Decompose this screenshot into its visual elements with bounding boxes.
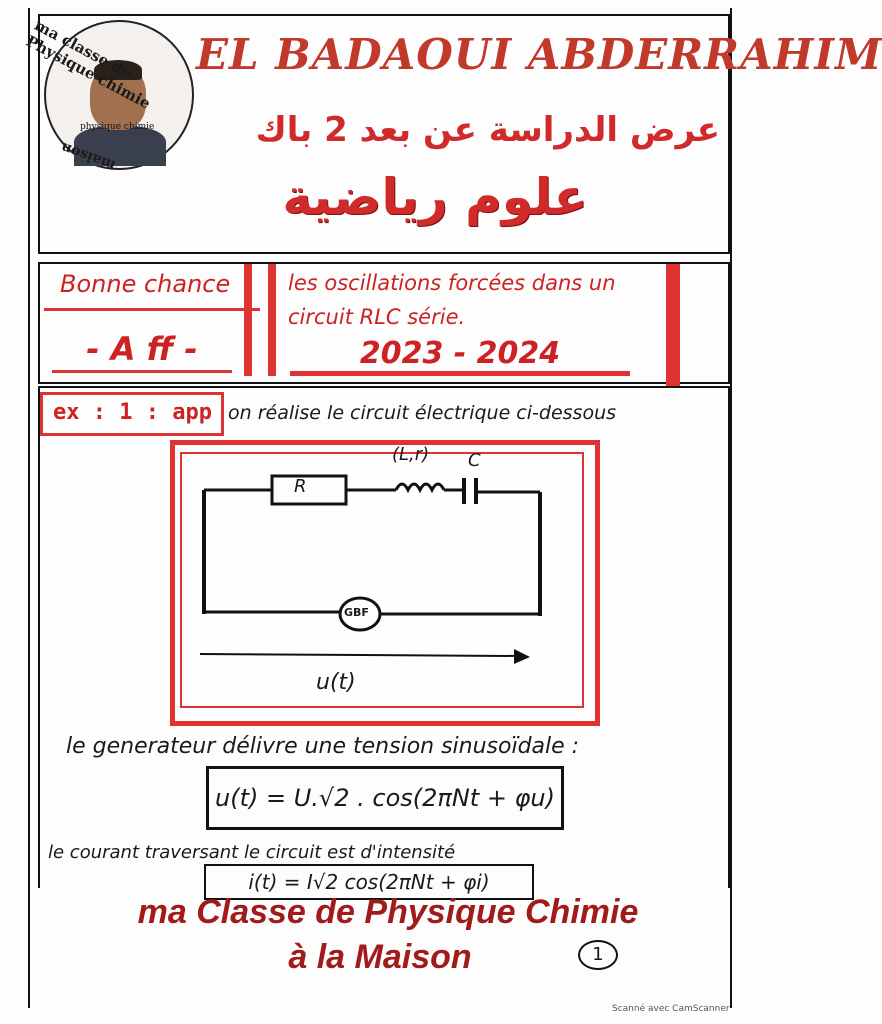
arabic-track-line: علوم رياضية bbox=[282, 168, 588, 226]
exercise-intro: on réalise le circuit électrique ci-dessous bbox=[228, 402, 617, 424]
exercise-label: ex : 1 : app bbox=[40, 392, 224, 436]
current-description: le courant traversant le circuit est d'intensité bbox=[48, 842, 456, 863]
resistor-symbol bbox=[272, 476, 346, 504]
logo-maison: maison bbox=[58, 138, 118, 174]
voltage-arrow-line bbox=[200, 654, 518, 656]
capacitor-label: C bbox=[468, 450, 481, 471]
inductor-symbol bbox=[396, 484, 444, 490]
voltage-equation: u(t) = U.√2 . cos(2πNt + φu) bbox=[206, 766, 564, 830]
generator-label: GBF bbox=[344, 606, 369, 619]
aff-label: - A ff - bbox=[52, 330, 232, 373]
red-divider-left bbox=[244, 264, 252, 376]
voltage-arrow-head bbox=[514, 649, 530, 664]
logo-subtitle: physique chimie bbox=[80, 122, 155, 132]
scanner-watermark: Scanné avec CamScanner bbox=[612, 1004, 730, 1014]
logo-ring-text: ma classe de Physique chimie bbox=[23, 16, 154, 113]
red-divider-left-2 bbox=[268, 264, 276, 376]
red-divider-right bbox=[666, 264, 680, 386]
page-number: 1 bbox=[578, 940, 618, 970]
circuit-diagram bbox=[180, 450, 580, 710]
resistor-label: R bbox=[294, 476, 307, 497]
generator-description: le generateur délivre une tension sinusoïdale : bbox=[66, 734, 580, 759]
bonne-chance: Bonne chance bbox=[44, 270, 260, 311]
arabic-course-line: عرض الدراسة عن بعد 2 باك bbox=[255, 110, 720, 150]
voltage-label: u(t) bbox=[316, 670, 356, 695]
school-year: 2023 - 2024 bbox=[290, 336, 630, 376]
author-name: EL BADAOUI ABDERRAHIM bbox=[196, 30, 882, 79]
current-equation: i(t) = I√2 cos(2πNt + φi) bbox=[204, 864, 534, 900]
inductor-label: (L,r) bbox=[392, 444, 430, 465]
lesson-topic: les oscillations forcées dans un circuit RLC série. bbox=[288, 271, 616, 329]
footer-title-line2: à la Maison bbox=[288, 938, 472, 976]
footer-title-line1: ma Classe de Physique Chimie bbox=[137, 893, 639, 931]
